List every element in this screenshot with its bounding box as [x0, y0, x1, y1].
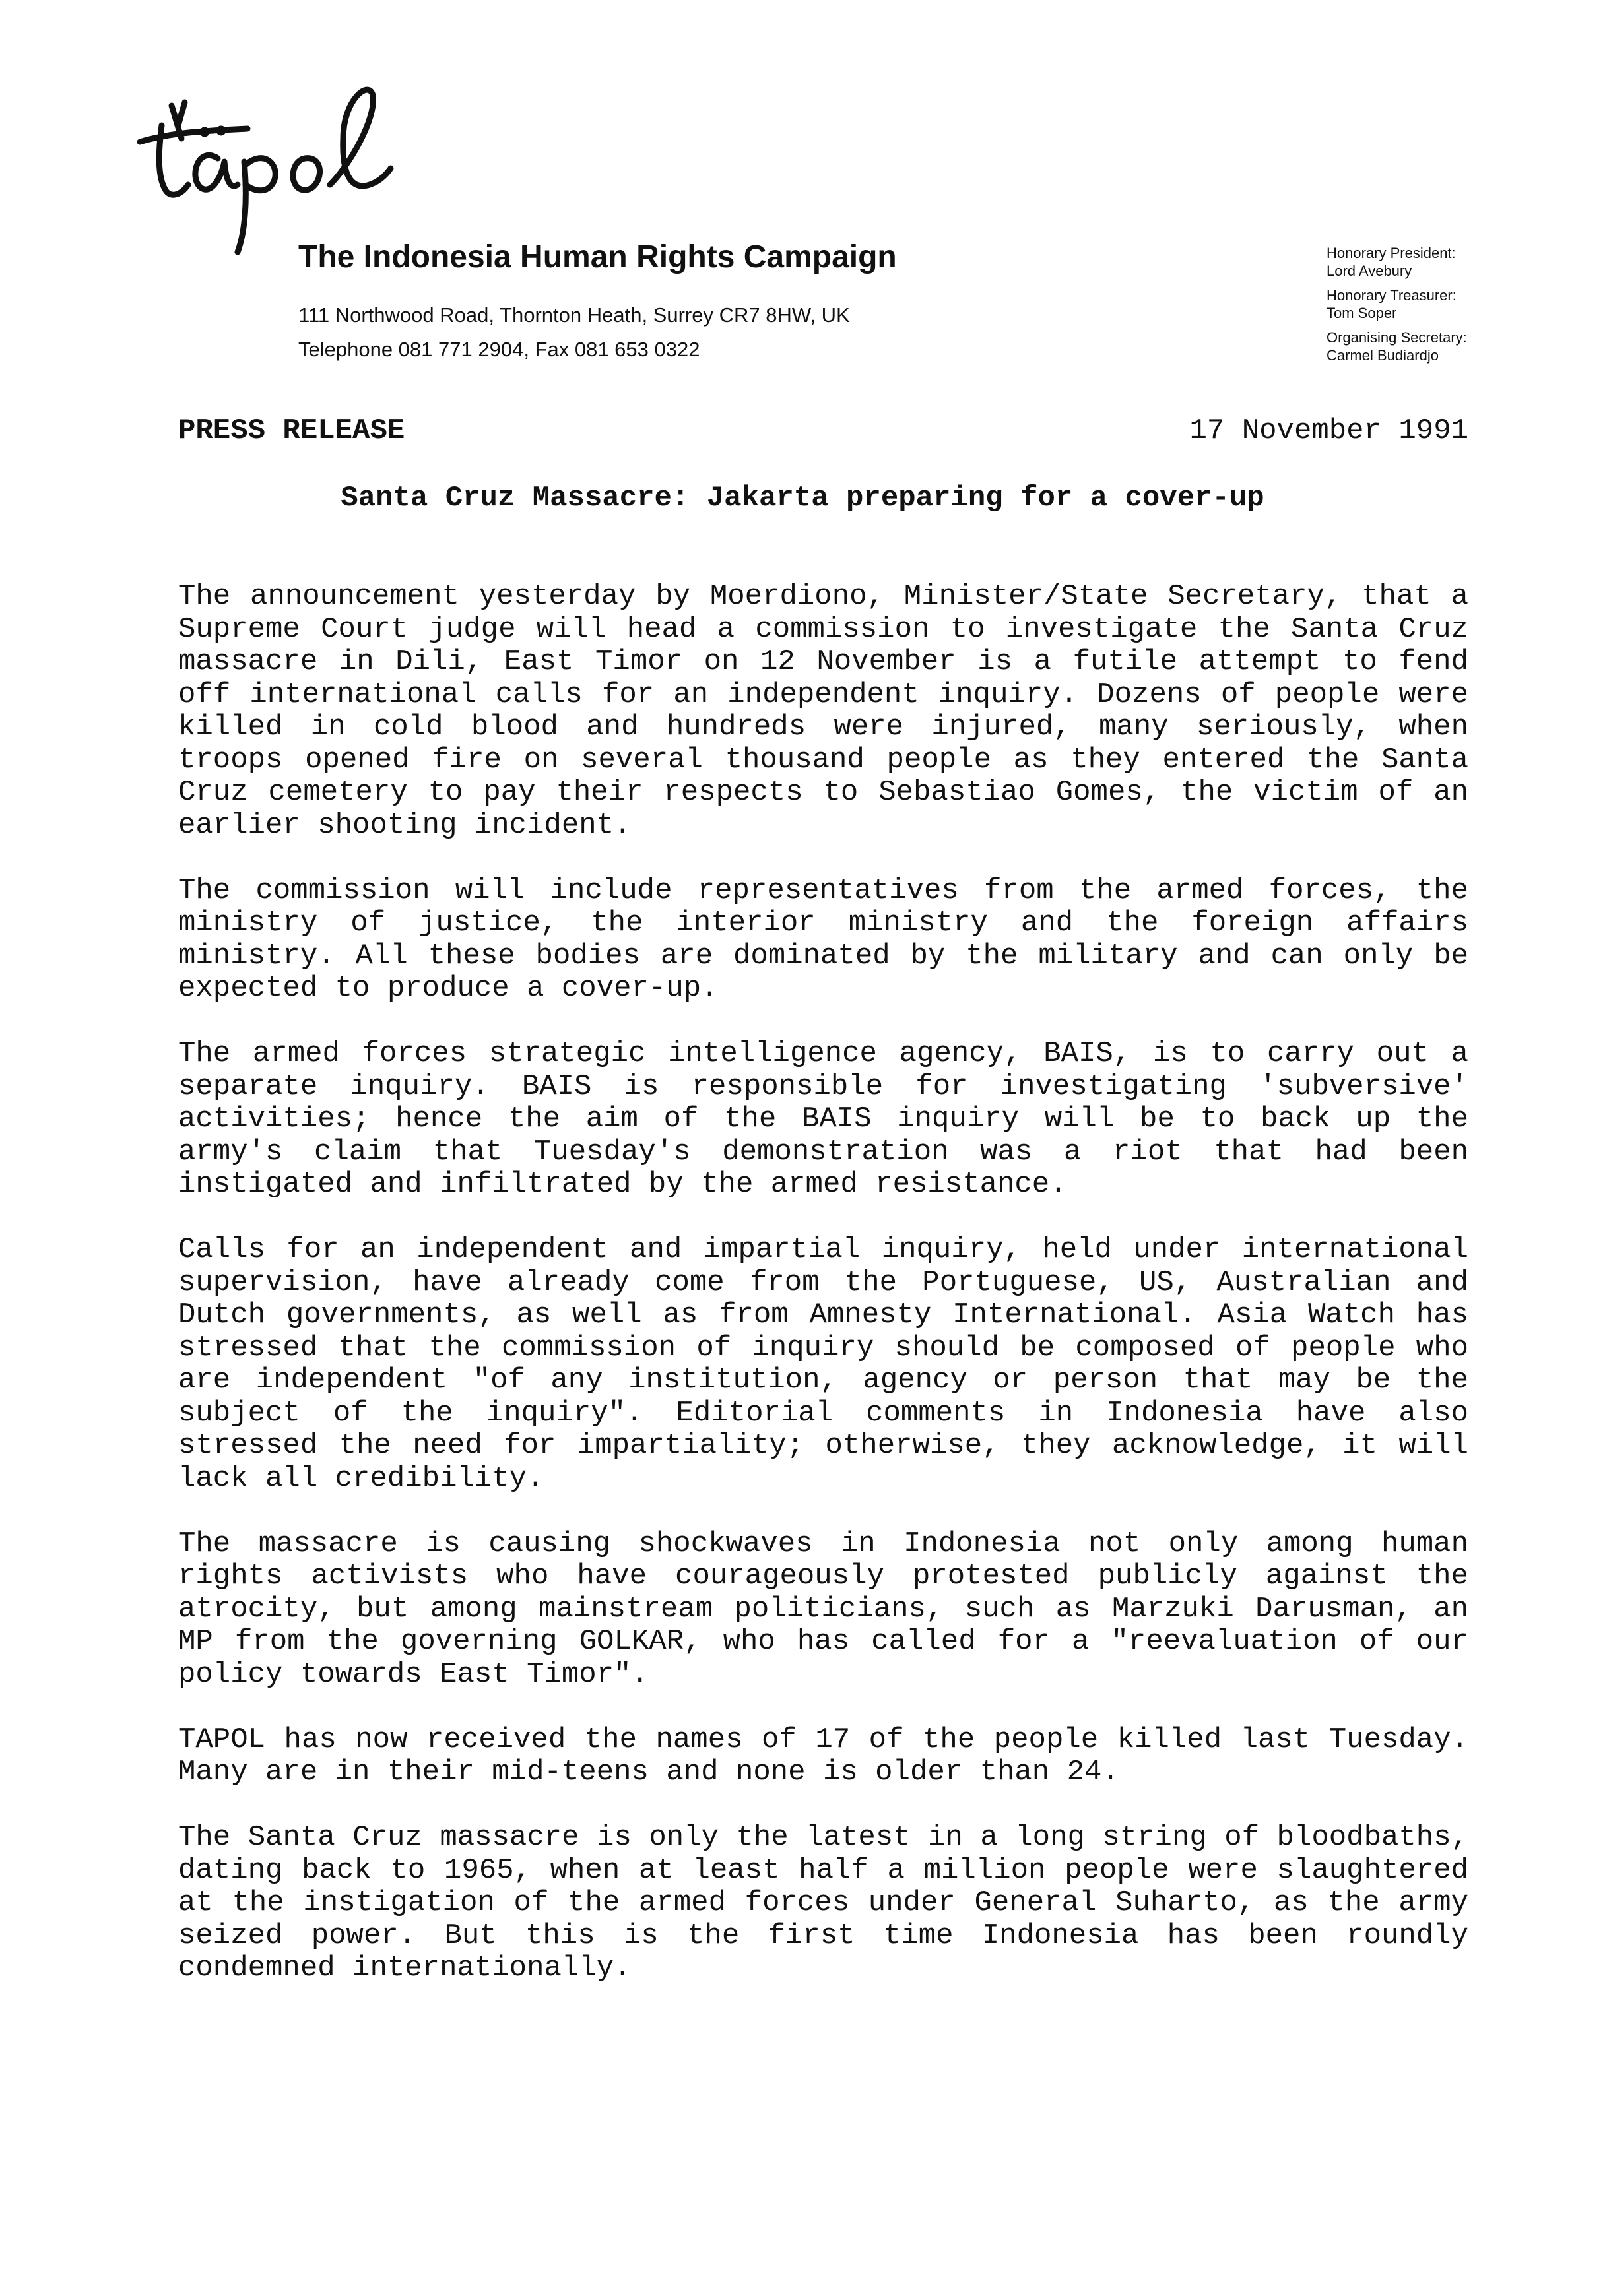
- officers-list: [1327, 244, 1467, 371]
- officer-name: Lord Avebury: [1327, 263, 1412, 279]
- paragraph: The armed forces strategic intelligence agency, BAIS, is to carry out a separate inquiry. BAIS is responsible for investigating 'subversive' activities; hence the aim of the BAIS inquiry will be to back up the army's claim that Tuesday's demonstration was a riot that had been instigated and infiltrated by the armed resistance.: [178, 1037, 1468, 1201]
- officer-honorary-treasurer: [1327, 286, 1467, 322]
- officer-organising-secretary: [1327, 329, 1467, 364]
- paragraph: The massacre is causing shockwaves in Indonesia not only among human rights activists who have courageously protested publicly against the atrocity, but among mainstream politicians, such as Marzuki Darusman, an MP from the governing GOLKAR, who has called for a "reevaluation of our policy towards East Timor".: [178, 1527, 1468, 1691]
- officer-name: Tom Soper: [1327, 305, 1397, 321]
- paragraph: The announcement yesterday by Moerdiono, Minister/State Secretary, that a Supreme Court judge will head a commission to investigate the Santa Cruz massacre in Dili, East Timor on 12 November is a futile attempt to fend off international calls for an independent inquiry. Dozens of people were killed in cold blood and hundreds were injured, many seriously, when troops opened fire on several thousand people as they entered the Santa Cruz cemetery to pay their respects to Sebastiao Gomes, the victim of an earlier shooting incident.: [178, 580, 1468, 842]
- organisation-name: The Indonesia Human Rights Campaign: [298, 239, 897, 274]
- officer-name: Carmel Budiardjo: [1327, 347, 1439, 364]
- organisation-address: 111 Northwood Road, Thornton Heath, Surrey CR7 8HW, UK: [298, 303, 850, 327]
- officer-role: Honorary Treasurer:: [1327, 287, 1457, 303]
- paragraph: The Santa Cruz massacre is only the latest in a long string of bloodbaths, dating back to 1965, when at least half a million people were slaughtered at the instigation of the armed forces under General Suharto, as the army seized power. But this is the first time Indonesia has been roundly condemned internationally.: [178, 1821, 1468, 1985]
- release-date: 17 November 1991: [1189, 414, 1468, 447]
- officer-role: Organising Secretary:: [1327, 329, 1467, 346]
- press-release-label: PRESS RELEASE: [178, 414, 405, 447]
- headline: Santa Cruz Massacre: Jakarta preparing for a cover-up: [341, 482, 1264, 515]
- paragraph: Calls for an independent and impartial inquiry, held under international supervision, have already come from the Portuguese, US, Australian and Dutch governments, as well as from Amnesty International. Asia Watch has stressed that the commission of inquiry should be composed of people who are independent "of any institution, agency or person that may be the subject of the inquiry". Editorial comments in Indonesia have also stressed the need for impartiality; otherwise, they acknowledge, it will lack all credibility.: [178, 1233, 1468, 1495]
- paragraph: TAPOL has now received the names of 17 of the people killed last Tuesday. Many are in their mid-teens and none is older than 24.: [178, 1723, 1468, 1789]
- officer-honorary-president: [1327, 244, 1467, 280]
- officer-role: Honorary President:: [1327, 245, 1456, 261]
- organisation-phone: Telephone 081 771 2904, Fax 081 653 0322: [298, 338, 700, 361]
- paragraph: The commission will include representatives from the armed forces, the ministry of justice, the interior ministry and the foreign affairs ministry. All these bodies are dominated by the military and can only be expected to produce a cover-up.: [178, 874, 1468, 1005]
- logo-text: tapol: [132, 79, 133, 80]
- tapol-logo: [132, 79, 462, 257]
- body-text: [178, 581, 1468, 2018]
